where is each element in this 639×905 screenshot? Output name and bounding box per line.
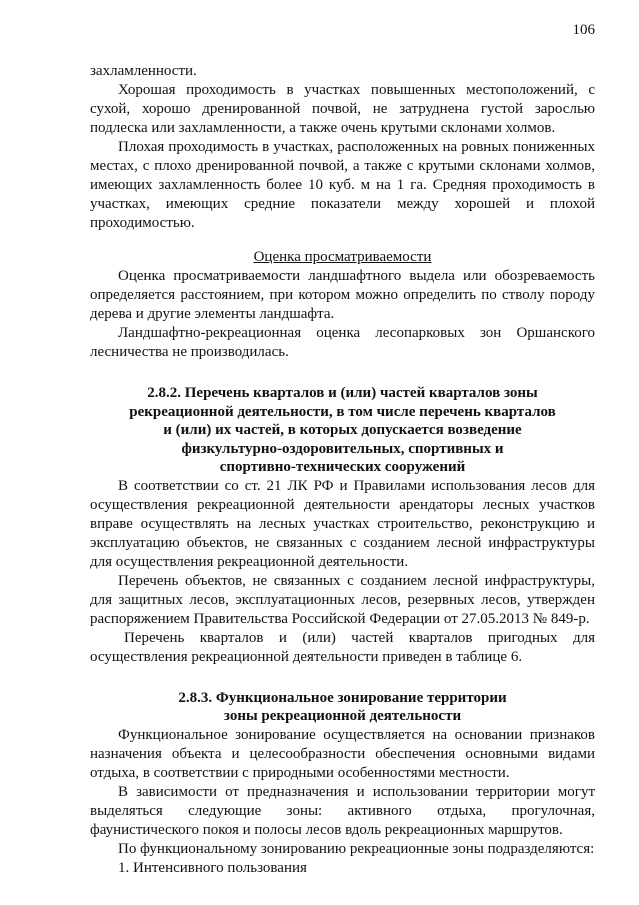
paragraph-objects-list: Перечень объектов, не связанных с созданием лесной инфраструктуры, для защитных лесов, эксплуатационных лесов, резервных лесов, утвержден распоряжением Правительства Российской Федерации от 27.05.2013 № 849-р. xyxy=(90,572,595,627)
paragraph-landscape-assessment: Ландшафтно-рекреационная оценка лесопарковых зон Оршанского лесничества не производилась. xyxy=(90,325,595,360)
heading-line: зоны рекреационной деятельности xyxy=(223,708,462,724)
heading-line: спортивно-технических сооружений xyxy=(219,459,466,475)
heading-line: рекреационной деятельности, в том числе перечень кварталов xyxy=(129,403,556,420)
heading-line: физкультурно-оздоровительных, спортивных и xyxy=(181,440,504,457)
paragraph-poor-passability: Плохая проходимость в участках, расположенных на ровных пониженных местах, с плохо дренированной почвой, а также с крутыми склонами холмов, имеющих захламленность более 10 куб. м на 1 га. Средняя проходимость в участках, имеющих средние показатели между хорошей и плохой проходимостью. xyxy=(90,139,595,231)
page-number: 106 xyxy=(572,22,595,38)
list-item-intensive-use: 1. Интенсивного пользования xyxy=(118,859,307,876)
paragraph-zone-division: По функциональному зонированию рекреационные зоны подразделяются: xyxy=(118,840,595,857)
section-heading-2-8-2 xyxy=(90,384,595,477)
page-content xyxy=(90,62,595,878)
heading-line: 2.8.2. Перечень кварталов и (или) частей кварталов зоны xyxy=(147,385,538,401)
paragraph-table-reference: Перечень кварталов и (или) частей кварталов пригодных для осуществления рекреационной деятельности приведен в таблице 6. xyxy=(90,629,595,665)
paragraph-visibility-definition: Оценка просматриваемости ландшафтного выдела или обозреваемость определяется расстоянием, при котором можно определить по стволу породу дерева и другие элементы ландшафта. xyxy=(90,268,595,322)
paragraph-zone-types: В зависимости от предназначения и использовании территории могут выделяться следующие зоны: активного отдыха, прогулочная, фаунистического покоя и полосы лесов вдоль рекреационных маршрутов. xyxy=(90,783,595,838)
paragraph-legal-basis: В соответствии со ст. 21 ЛК РФ и Правилами использования лесов для осуществления рекреационной деятельности арендаторы лесных участков вправе осуществлять на лесных участках строительство, реконструкцию и эксплуатацию объектов, не связанных с созданием лесной инфраструктуры для осуществления рекреационной деятельности. xyxy=(90,477,595,570)
paragraph-zoning-basis: Функциональное зонирование осуществляется на основании признаков назначения объекта и целесообразности обеспечения основными видами отдыха, в соответствии с природными особенностями местности. xyxy=(90,726,595,781)
section-heading-2-8-3 xyxy=(90,689,595,726)
subheading-visibility-assessment: Оценка просматриваемости xyxy=(253,249,432,265)
heading-line: 2.8.3. Функциональное зонирование территории xyxy=(178,689,507,706)
paragraph-passability-continuation: захламленности. xyxy=(90,63,197,79)
paragraph-good-passability: Хорошая проходимость в участках повышенных местоположений, с сухой, хорошо дренированной почвой, не затруднена густой зарослью подлеска или захламленности, а также очень крутыми склонами холмов. xyxy=(90,82,595,136)
heading-line: и (или) их частей, в которых допускается возведение xyxy=(163,422,522,438)
